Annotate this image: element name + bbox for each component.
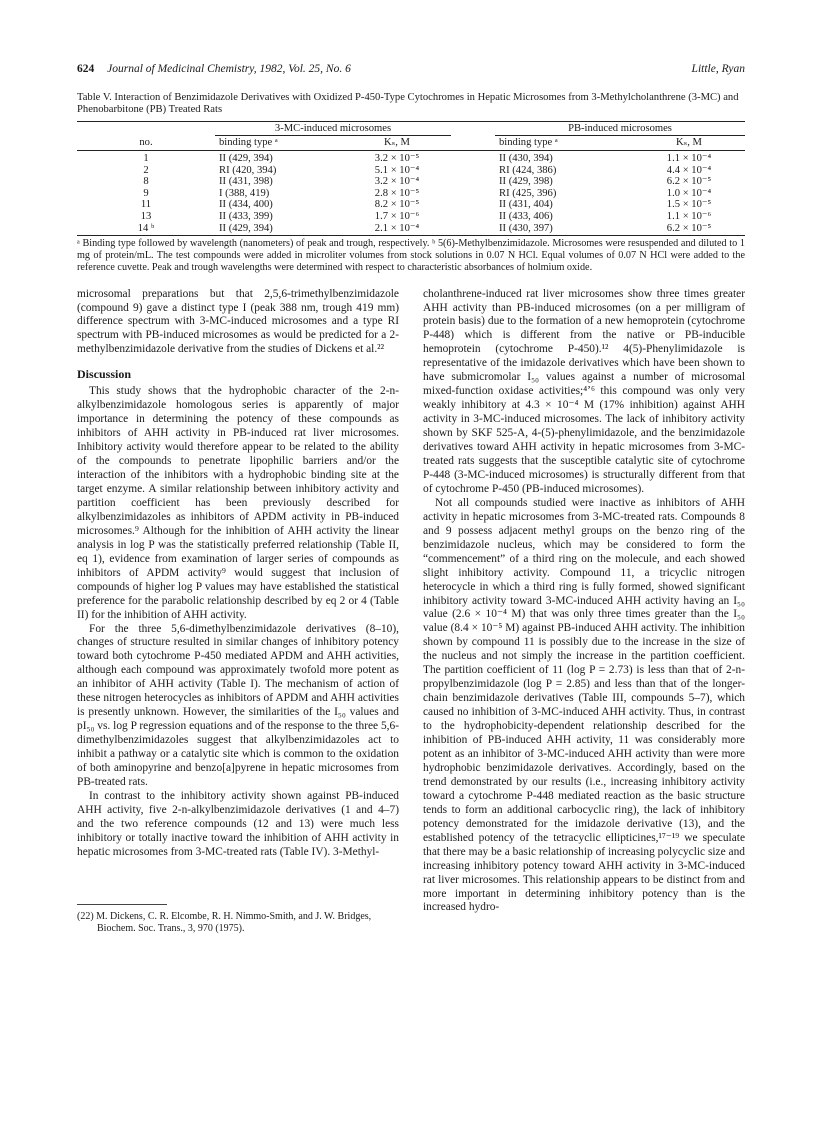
cell-binding-pb: II (430, 394) xyxy=(499,153,553,164)
paragraph: cholanthrene-induced rat liver microsomes show three times greater AHH activity than PB-induced microsomes (on a per milligram of protein basis) due to the formation of a new hemoprotein (cytochrome P-448) which is different from the native or PB-inducible hemoprotein (cytochrome P-450).¹² 4(5)-Phenylimidazole is representative of the imidazole derivatives which have been shown to have submicromolar I₅₀ values against a number of microsomal mixed-function oxidase activities;⁴ʼ⁶ this compound was only very weakly inhibitory at 4.3 × 10⁻⁴ M (17% inhibition) against AHH activity in 3-MC-induced microsomes. The lack of inhibitory activity shown by SKF 525-A, 4-(5)-phenylimidazole, and the benzimidazole derivatives toward AHH activity in hepatic microsomes from 3-MC-treated rats suggests that the susceptible catalytic site of cytochrome P-448 (3-MC-induced microsomes) is structurally different from that of cytochrome P-450 (PB-induced microsomes). xyxy=(423,287,745,495)
cell-ks-pb: 4.4 × 10⁻⁴ xyxy=(666,164,712,176)
column-header-binding-pb: binding type ᵃ xyxy=(495,136,633,151)
cell-binding-pb: RI (424, 386) xyxy=(499,164,557,176)
cell-ks-mc: 1.7 × 10⁻⁶ xyxy=(374,210,420,222)
table-footnote: ᵃ Binding type followed by wavelength (nanometers) of peak and trough, respectively. ᵇ 5(6)-Methylbenzimidazole. Microsomes were resuspended and diluted to 1 mg of protein/mL. The test compounds were added in microliter volumes from stock solutions in 0.07 N HCl. Equal volumes of 0.07 N HCl were added to the reference cuvette. Peak and trough wavelengths were determined with respect to characteristic absorbances of holmium oxide. xyxy=(77,238,745,273)
data-table xyxy=(77,121,745,236)
cell-ks-mc: 3.2 × 10⁻⁵ xyxy=(374,153,420,164)
table-row xyxy=(77,151,745,165)
table-group-header xyxy=(77,121,745,136)
reference-footnote: (22) M. Dickens, C. R. Elcombe, R. H. Nimmo-Smith, and J. W. Bridges, Biochem. Soc. Trans., 3, 970 (1975). xyxy=(77,910,372,934)
cell-binding-mc: I (388, 419) xyxy=(219,187,270,199)
cell-ks-pb: 1.5 × 10⁻⁵ xyxy=(666,199,712,211)
column-header-binding-mc: binding type ᵃ xyxy=(215,136,343,151)
cell-ks-mc: 2.8 × 10⁻⁵ xyxy=(374,187,420,199)
paragraph: In contrast to the inhibitory activity shown against PB-induced AHH activity, five 2-n-alkylbenzimidazole derivatives (1 and 4–7) and the two reference compounds (12 and 13) were much less inhibitory or totally inactive toward the inhibition of AHH activity in hepatic microsomes from 3-MC-treated rats (Table IV). 3-Methyl- xyxy=(77,789,399,858)
cell-binding-mc: RI (420, 394) xyxy=(219,164,277,176)
cell-no: 2 xyxy=(143,164,149,176)
paragraph: This study shows that the hydrophobic character of the 2-n-alkylbenzimidazole homologous series is apparently of major importance in determining the potency of these compounds as inhibitors of AHH activity in PB-induced rat liver microsomes. Inhibitory activity would therefore appear to be related to the ability of the compounds to penetrate lipophilic barriers and/or the interaction of the inhibitors with a hydrophobic binding site at the target enzyme. A similar relationship between inhibitory activity and partition coefficient has been previously described for alkylbenzimidazoles as inhibitors of APDM activity in PB-induced microsomes.⁹ Although for the inhibition of AHH activity the linear analysis in log P was the statistically preferred relationship (Table II, eq 1), evidence from examination of larger series of compounds as inhibitors of APDM activity⁹ would suggest that inclusion of compounds of higher log P values may have established the statistical preference for the parabolic relationship described by eq 2 or 4 (Table II) for the inhibition of AHH activity. xyxy=(77,385,399,621)
running-head-authors: Little, Ryan xyxy=(691,63,745,75)
cell-ks-mc: 2.1 × 10⁻⁴ xyxy=(343,223,451,236)
cell-ks-mc: 3.2 × 10⁻⁴ xyxy=(374,176,420,188)
column-header-ks-mc: Kₛ, M xyxy=(343,136,451,151)
page-number: 624 xyxy=(77,63,95,75)
journal-page xyxy=(77,62,745,935)
cell-ks-mc: 5.1 × 10⁻⁴ xyxy=(374,164,420,176)
cell-ks-pb: 6.2 × 10⁻⁵ xyxy=(633,223,745,236)
column-header-no: no. xyxy=(77,136,215,151)
cell-binding-pb: II (430, 397) xyxy=(495,223,633,236)
cell-binding-pb: II (431, 404) xyxy=(499,199,553,211)
table-caption: Table V. Interaction of Benzimidazole Derivatives with Oxidized P-450-Type Cytochromes in Hepatic Microsomes from 3-Methylcholanthrene (3-MC) and Phenobarbitone (PB) Treated Rats xyxy=(77,92,739,116)
cell-binding-mc: II (434, 400) xyxy=(219,199,273,211)
cell-binding-pb: II (429, 398) xyxy=(499,176,553,188)
paragraph: microsomal preparations but that 2,5,6-trimethylbenzimidazole (compound 9) gave a distinct type I (peak 388 nm, trough 419 mm) difference spectrum with 3-MC-induced microsomes and a type RI spectrum with PB-induced microsomes as would be predicted for a 2-methylbenzimidazole derivative from the studies of Dickens et al.²² xyxy=(77,287,399,356)
running-head xyxy=(77,62,745,76)
cell-ks-pb: 1.1 × 10⁻⁶ xyxy=(666,210,712,222)
cell-binding-mc: II (429, 394) xyxy=(219,153,273,164)
journal-citation: Journal of Medicinal Chemistry, 1982, Vol. 25, No. 6 xyxy=(107,63,351,75)
column-header-ks-pb: Kₛ, M xyxy=(633,136,745,151)
table-row xyxy=(77,165,745,177)
cell-binding-pb: RI (425, 396) xyxy=(499,187,557,199)
table-row xyxy=(77,211,745,223)
right-column xyxy=(423,288,745,935)
cell-binding-mc: II (433, 399) xyxy=(219,210,273,222)
cell-no: 13 xyxy=(140,210,152,222)
footnote-divider xyxy=(77,904,167,905)
cell-no: 14 ᵇ xyxy=(77,223,215,236)
table-column-header xyxy=(77,136,745,151)
cell-ks-pb: 1.1 × 10⁻⁴ xyxy=(666,153,712,164)
table-row xyxy=(77,188,745,200)
paragraph: For the three 5,6-dimethylbenzimidazole derivatives (8–10), changes of structure resulted in similar changes of inhibitory potency toward both cytochrome P-450 mediated APDM and AHH activities, although each compound was approximately twofold more potent as an inhibitor of AHH activity (Table I). The mechanism of action of these nitrogen heterocycles as inhibitors of APDM and AHH activities is presently unknown. However, the similarities of the I₅₀ values and pI₅₀ vs. log P regression equations and of the response to the three 5,6-dimethylbenzimidazoles suggest that alkylbenzimidazoles act to inhibit a pathway or a catalytic site which is common to the oxidation of both aminopyrine and benzo[a]pyrene in hepatic microsomes from PB-treated rats. xyxy=(77,622,399,788)
paragraph: Not all compounds studied were inactive as inhibitors of AHH activity in hepatic microsomes from 3-MC-treated rats. Compounds 8 and 9 possess adjacent methyl groups on the benzo ring of the benzimidazole nucleus, which may be considered to form the “commencement” of a third ring on the molecule, and each showed slight inhibitory activity. Compound 11, a tricyclic nitrogen heterocycle in which a third ring is fully formed, showed significant inhibitory activity toward 3-MC-induced AHH activity having an I₅₀ value (2.6 × 10⁻⁴ M) that was only three times greater than the I₅₀ value (8.4 × 10⁻⁵ M) against PB-induced AHH activity. The inhibition shown by compound 11 is possibly due to the increase in the size of the nucleus and not simply the increase in the partition coefficient. The partition coefficient of 11 (log P = 2.73) is less than that of 2-n-propylbenzimidazole (log P = 2.85) and less than that of the longer-chain benzimidazole derivatives (Table III, compounds 5–7), which caused no inhibition of 3-MC-induced AHH activity. Thus, in contrast to the hydrophobicity-dependent relationship described for the inhibition of PB-induced AHH activity, 11 was considerably more potent as an inhibitor of 3-MC-induced AHH activity than were more hydrophobic benzimidazole derivatives. Accordingly, based on the trend demonstrated by our results (i.e., increasing inhibitory activity toward a cytochrome P-448 mediated reaction as the basic structure tends to form an additional carbocyclic ring), the lack of inhibitory potency demonstrated for the imidazole derivative (13), and the established potency of the tetracyclic ellipticines,¹⁷⁻¹⁹ we speculate that there may be a basic relationship of increasing polycyclic size and increasing inhibitory potency toward AHH activity in 3-MC-induced rat liver microsomes. This relationship appears to be distinct from and more important in determining inhibitory potency than is the increased hydro- xyxy=(423,496,745,914)
cell-binding-pb: II (433, 406) xyxy=(499,210,553,222)
cell-no: 1 xyxy=(143,153,149,164)
table-row xyxy=(77,199,745,211)
left-column xyxy=(77,288,399,935)
cell-no: 8 xyxy=(143,176,149,188)
cell-binding-mc: II (429, 394) xyxy=(215,223,343,236)
cell-ks-mc: 8.2 × 10⁻⁵ xyxy=(374,199,420,211)
body-columns xyxy=(77,288,745,935)
table-row xyxy=(77,223,745,236)
cell-ks-pb: 1.0 × 10⁻⁴ xyxy=(666,187,712,199)
cell-no: 9 xyxy=(143,187,149,199)
group-header-pb: PB-induced microsomes xyxy=(495,121,745,136)
cell-binding-mc: II (431, 398) xyxy=(219,176,273,188)
table-row xyxy=(77,176,745,188)
cell-ks-pb: 6.2 × 10⁻⁵ xyxy=(666,176,712,188)
group-header-3mc: 3-MC-induced microsomes xyxy=(215,121,451,136)
section-heading: Discussion xyxy=(77,367,132,382)
cell-no: 11 xyxy=(140,199,152,211)
